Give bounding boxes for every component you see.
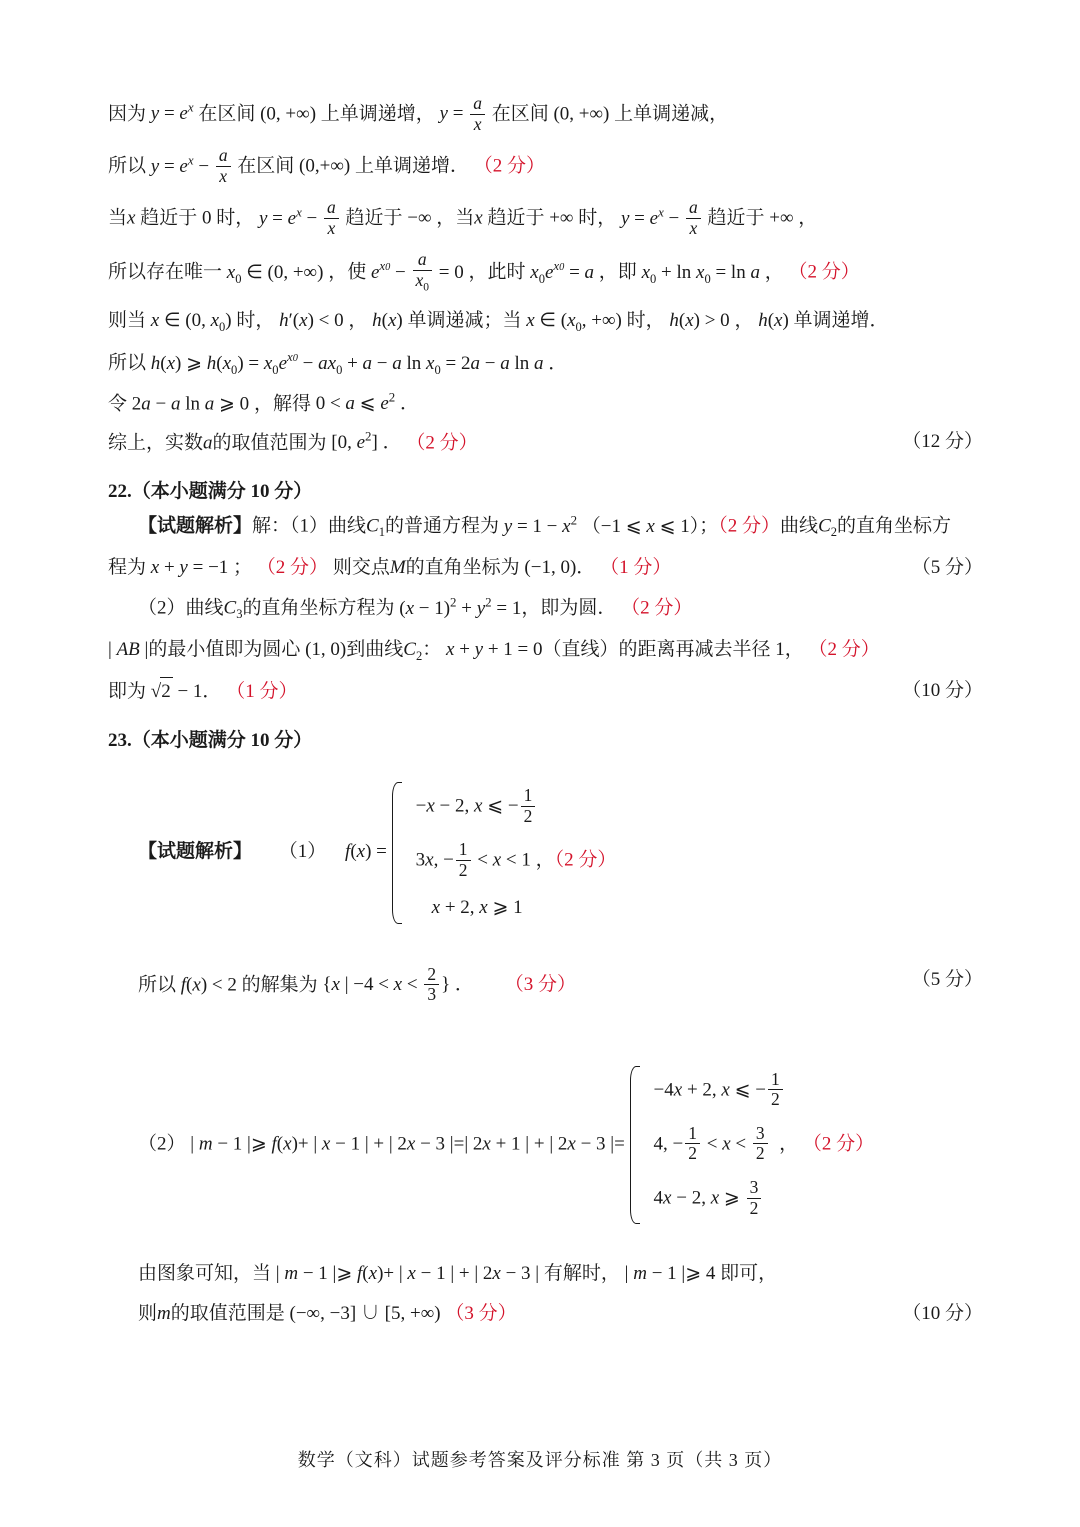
score-marker: （2 分） [718, 515, 781, 537]
formula: (0, +∞) [260, 103, 317, 125]
formula: 2a − a ln a ⩾ 0 [131, 393, 250, 415]
q22-part2-line3 [108, 677, 983, 706]
formula: (−1, 0) [524, 556, 577, 578]
text-segment: 解：（1）曲线 [252, 515, 367, 537]
formula: | AB | [108, 638, 149, 660]
formula: f(x) < 2 [180, 973, 237, 995]
formula: [0, $e^2$] ． [331, 428, 402, 453]
score-marker: （1 分） [600, 556, 672, 578]
case-row: −x − 2, x ⩽ − $\frac{1}{2}$ [406, 780, 617, 834]
formula: $y = e^x$ − $\frac{a}{x}$ [259, 208, 341, 229]
text-segment: 程为 [108, 556, 147, 578]
formula: $x_0 + \ln x_0 = \ln a$ ， [641, 261, 784, 286]
formula: f(x) = [345, 841, 387, 863]
text-segment: 所以存在唯一 [108, 261, 223, 283]
text-segment: 在区间 [491, 103, 549, 125]
text-segment: 在区间 [198, 103, 256, 125]
formula: $y = e^x$ − $\frac{a}{x}$ [151, 156, 233, 177]
formula: y = $\frac{a}{x}$ [440, 103, 487, 124]
total-score-23: （10 分） [902, 1302, 983, 1324]
formula: (0, +∞) [553, 103, 610, 125]
text-segment: 在区间 (0,+∞) 上单调递增． [237, 155, 469, 177]
case-row: −4x + 2, x ⩽ − $\frac{1}{2}$ [644, 1064, 875, 1118]
formula: $y = 1 - x^2$ （−1 ⩽ x ⩽ 1） [503, 512, 700, 537]
text-segment: 所以 [108, 155, 147, 177]
text-segment: 的取值范围为 [212, 431, 327, 453]
score-marker: （3 分） [445, 1302, 517, 1324]
formula: h(x) ⩾ $h(x_0) = x_0e^{x0} - ax_0 + a - a$ $\ln x_0 = 2a - a$ ln a ． [150, 349, 568, 377]
formula: $y = e^x$ [150, 100, 194, 125]
part-label: （2） [138, 1133, 186, 1155]
text-segment: 单调递增． [793, 310, 889, 332]
text-segment: （2）曲线 [138, 597, 224, 619]
q23-final-line2: 则m的取值范围是 (−∞, −3] ∪ [5, +∞) （3 分） （10 分） [108, 1300, 983, 1328]
formula: x + y = −1 ； [150, 556, 253, 578]
math-line-4 [108, 251, 983, 295]
text-segment: ，即为圆． [521, 597, 617, 619]
text-segment: 时， [626, 310, 665, 332]
math-line-6 [108, 348, 983, 378]
text-segment: ，即 [598, 261, 637, 283]
score-marker: （1 分） [226, 680, 298, 702]
formula: x ∈ ($x_0$, +∞) [526, 310, 622, 335]
text-segment: 由图象可知，当 [138, 1263, 272, 1285]
text-segment: 即可， [720, 1263, 778, 1285]
total-score-21: （12 分） [902, 430, 983, 452]
text-segment: 的直角坐标方程为 [242, 597, 395, 619]
text-segment: ，使 [328, 261, 367, 283]
formula: h(x) > 0 [669, 310, 730, 332]
case-row: 3x, − $\frac{1}{2}$ < x < 1 ，（2 分） [415, 839, 617, 880]
score-marker: （2 分） [256, 556, 329, 578]
text-segment: ， [734, 310, 754, 332]
text-segment: 的最小值即为圆心 [148, 638, 301, 660]
formula: (1, 0) [305, 638, 347, 660]
score-marker: （2 分） [802, 1133, 875, 1155]
text-segment: 的取值范围是 [170, 1302, 285, 1324]
text-segment: 趋近于 0 时， [140, 207, 255, 229]
text-segment: 趋近于 +∞ 时， [487, 207, 617, 229]
text-segment: ． [576, 556, 596, 578]
text-segment: 时， [236, 310, 275, 332]
math-line-8: 综上，实数a的取值范围为 [0, $e^2$] ． （2 分） （12 分） [108, 428, 983, 457]
text-segment: 所以 [108, 352, 147, 374]
case-row: 4, − $\frac{1}{2}$ < x < $\frac{3}{2}$ ， （2 分） [653, 1122, 875, 1164]
math-line-1 [108, 95, 983, 135]
text-segment: 则交点 [332, 556, 390, 578]
text-segment: ； [699, 515, 719, 537]
formula: $y = e^x$ − $\frac{a}{x}$ [621, 208, 703, 229]
text-segment: 有解时， [543, 1263, 620, 1285]
total-score-23-part1: （5 分） [911, 968, 983, 990]
text-segment: 令 [108, 393, 128, 415]
formula: | m − 1 |⩾ f(x)+ | x − 1 | + | 2x − 3 |=| 2x + 1 | + | 2x − 3 |= [190, 1133, 625, 1155]
formula: | m − 1 |⩾ f(x)+ | x − 1 | + | 2x − 3 | [275, 1263, 540, 1285]
q22-part1-line2: 程为 x + y = −1 ； （2 分） 则交点M的直角坐标为 (−1, 0)． （1 分） （5 分） [108, 554, 983, 582]
text-segment: 趋近于 −∞ ，当 [345, 207, 475, 229]
question-23-heading: 23.（本小题满分 10 分） [108, 730, 313, 752]
math-line-5 [108, 307, 983, 336]
score-marker: （2 分） [808, 638, 880, 660]
text-segment: 即为 [108, 680, 147, 702]
formula: h′(x) < 0 [279, 310, 344, 332]
text-segment: ，此时 [468, 261, 526, 283]
text-segment: 所以 [138, 973, 177, 995]
total-score-22: （10 分） [902, 679, 983, 701]
score-marker: （2 分） [788, 261, 860, 283]
score-marker: （3 分） [504, 973, 576, 995]
formula: {x | −4 < x < $\frac{2}{3}$ } ． [322, 963, 474, 1005]
math-line-2 [108, 147, 983, 187]
formula: | m − 1 |⩾ 4 [624, 1263, 716, 1285]
piecewise-function-1 [392, 780, 617, 925]
formula: √2 − 1 [151, 681, 203, 702]
text-segment: 的普通方程为 [384, 515, 499, 537]
math-line-7 [108, 389, 983, 418]
q22-part2-line2: | AB |的最小值即为圆心 (1, 0)到曲线$C_2$： x + y + 1 = 0（直线）的距离再减去半径 1， （2 分） [108, 638, 880, 663]
formula: x ∈ (0, $x_0$) [150, 310, 232, 335]
score-marker: （2 分） [473, 155, 545, 177]
score-marker: （2 分） [621, 597, 693, 619]
formula: $(x - 1)^2 + y^2 = 1$ [399, 594, 522, 619]
q23-part1 [108, 780, 983, 925]
formula: (−∞, −3] ∪ [5, +∞) [289, 1302, 441, 1324]
text-segment: 综上，实数 [108, 431, 204, 453]
q23-part2 [108, 1064, 983, 1226]
formula: $e^{x0}$ − $\frac{a}{x_0}$ = 0 [370, 249, 464, 294]
text-segment: ， [348, 310, 368, 332]
text-segment: 则当 [108, 310, 147, 332]
case-row: 4x − 2, x ⩾ $\frac{3}{2}$ [644, 1172, 875, 1226]
score-marker: （2 分） [554, 849, 617, 871]
text-segment: 则 [138, 1302, 158, 1324]
text-segment: 到曲线 [346, 638, 404, 660]
q22-part1-line1: 【试题解析】解：（1）曲线$C_1$的普通方程为 $y = 1 - x^2$ （−1 ⩽ x ⩽ 1）；（2 分）曲线$C_2$的直角坐标方 [138, 512, 952, 540]
text-segment: 的解集为 [241, 973, 318, 995]
formula: x + y + 1 = 0 [446, 638, 543, 660]
piecewise-function-2 [630, 1064, 875, 1226]
text-segment: 曲线 [780, 515, 819, 537]
question-22-heading: 22.（本小题满分 10 分） [108, 481, 313, 503]
score-marker: （2 分） [406, 431, 478, 453]
math-line-3: 当x 趋近于 0 时， $y = e^x$ − $\frac{a}{x}$ 趋近于 −∞ ，当x 趋近于 +∞ 时， $y = e^x$ − $\frac{a}{x}$ 趋近于 +∞ ， [108, 197, 818, 238]
text-segment: 上单调递增， [320, 103, 435, 125]
analysis-label: 【试题解析】 [138, 515, 253, 537]
formula: h(x) [758, 310, 789, 332]
text-segment: 趋近于 +∞ ， [707, 207, 818, 229]
formula: $x_0$ ∈ (0, +∞) [226, 261, 324, 286]
text-segment: 因为 [108, 103, 147, 125]
case-row: x + 2, x ⩾ 1 [431, 896, 523, 918]
text-segment: ，解得 [253, 393, 311, 415]
text-segment: ． [202, 680, 222, 702]
q22-part2-line1: （2）曲线$C_3$的直角坐标方程为 $(x - 1)^2 + y^2 = 1$，即为圆． （2 分） [138, 594, 693, 622]
part-label: （1） [278, 841, 327, 863]
text-segment: 上单调递减， [614, 103, 729, 125]
text-segment: （直线）的距离再减去半径 1， [542, 638, 804, 660]
formula: h(x) [372, 310, 403, 332]
document-content [108, 95, 983, 1339]
page-footer: 数学（文科）试题参考答案及评分标准 第 3 页（共 3 页） [297, 1450, 783, 1470]
formula: $x_0e^{x0} = a$ [530, 258, 595, 286]
total-score-22-part1: （5 分） [911, 556, 983, 578]
text-segment: 单调递减；当 [407, 310, 522, 332]
text-segment: 的直角坐标为 [405, 556, 520, 578]
text-segment: 的直角坐标方 [837, 515, 952, 537]
text-segment: 当 [108, 207, 128, 229]
formula: 0 < a ⩽ $e^2$ ． [315, 389, 419, 415]
q23-solution-set [108, 963, 983, 1006]
q23-final-line1 [108, 1260, 983, 1288]
analysis-label: 【试题解析】 [138, 841, 253, 863]
